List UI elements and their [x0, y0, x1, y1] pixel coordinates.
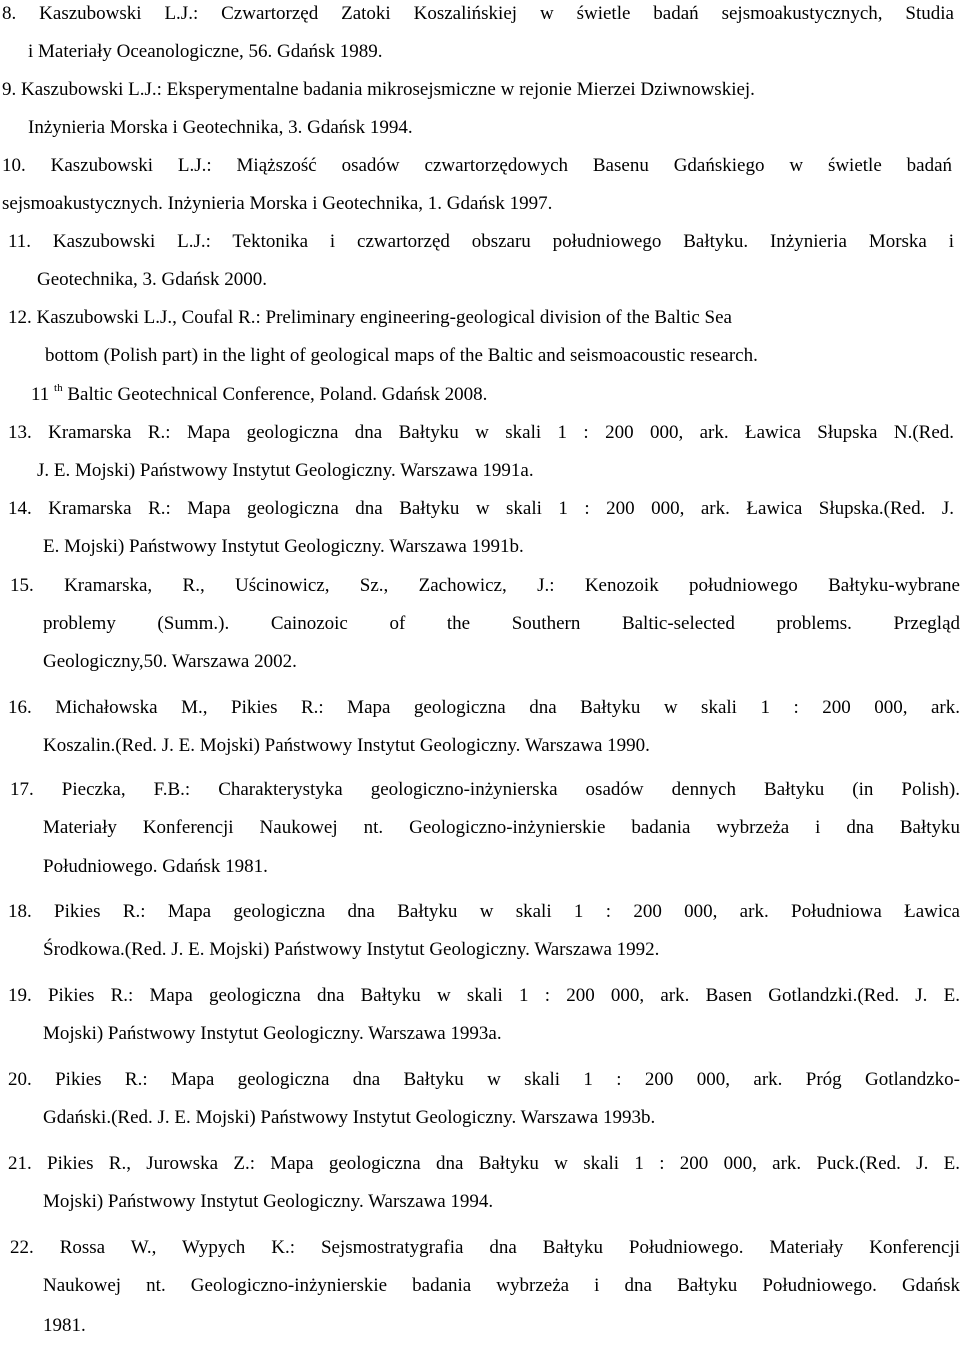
reference-line: E. Mojski) Państwowy Instytut Geologiczny. Warszawa 1991b.: [43, 536, 524, 557]
reference-line: 1981.: [43, 1315, 86, 1336]
reference-line: 18. Pikies R.: Mapa geologiczna dna Bałtyku w skali 1 : 200 000, ark. Południowa Ławica: [8, 901, 960, 922]
reference-line: Mojski) Państwowy Instytut Geologiczny. Warszawa 1993a.: [43, 1023, 502, 1044]
reference-line: Koszalin.(Red. J. E. Mojski) Państwowy Instytut Geologiczny. Warszawa 1990.: [43, 735, 650, 756]
conference-number: 11: [31, 384, 50, 405]
ordinal-suffix: th: [54, 382, 63, 394]
reference-line: Naukowej nt. Geologiczno-inżynierskie badania wybrzeża i dna Bałtyku Południowego. Gdańsk: [43, 1275, 960, 1296]
reference-line: Materiały Konferencji Naukowej nt. Geologiczno-inżynierskie badania wybrzeża i dna Bałtyku: [43, 817, 960, 838]
reference-line: i Materiały Oceanologiczne, 56. Gdańsk 1989.: [28, 41, 383, 62]
reference-line: Południowego. Gdańsk 1981.: [43, 856, 268, 877]
reference-line: [31, 384, 487, 406]
reference-line: 11. Kaszubowski L.J.: Tektonika i czwartorzęd obszaru południowego Bałtyku. Inżynieria Morska i: [8, 231, 954, 252]
reference-line: Geologiczny,50. Warszawa 2002.: [43, 651, 297, 672]
reference-line: 8. Kaszubowski L.J.: Czwartorzęd Zatoki Koszalińskiej w świetle badań sejsmoakustycznych, Studia: [2, 3, 954, 24]
reference-line: 22. Rossa W., Wypych K.: Sejsmostratygrafia dna Bałtyku Południowego. Materiały Konferencji: [10, 1237, 960, 1258]
reference-line: 21. Pikies R., Jurowska Z.: Mapa geologiczna dna Bałtyku w skali 1 : 200 000, ark. Puck.(Red. J. E.: [8, 1153, 960, 1174]
reference-line: Mojski) Państwowy Instytut Geologiczny. Warszawa 1994.: [43, 1191, 494, 1212]
reference-line: 9. Kaszubowski L.J.: Eksperymentalne badania mikrosejsmiczne w rejonie Mierzei Dziwnowskiej.: [2, 79, 755, 100]
reference-line: 12. Kaszubowski L.J., Coufal R.: Preliminary engineering-geological division of the Baltic Sea: [8, 307, 732, 328]
reference-line: 13. Kramarska R.: Mapa geologiczna dna Bałtyku w skali 1 : 200 000, ark. Ławica Słupska N.(Red.: [8, 422, 954, 443]
reference-line: 20. Pikies R.: Mapa geologiczna dna Bałtyku w skali 1 : 200 000, ark. Próg Gotlandzko-: [8, 1069, 960, 1090]
reference-line: 15. Kramarska, R., Uścinowicz, Sz., Zachowicz, J.: Kenozoik południowego Bałtyku-wybrane: [10, 575, 960, 596]
reference-line: Geotechnika, 3. Gdańsk 2000.: [37, 269, 268, 290]
reference-line: problemy (Summ.). Cainozoic of the Southern Baltic-selected problems. Przegląd: [43, 613, 960, 634]
reference-line: sejsmoakustycznych. Inżynieria Morska i Geotechnika, 1. Gdańsk 1997.: [2, 193, 553, 214]
reference-line: 16. Michałowska M., Pikies R.: Mapa geologiczna dna Bałtyku w skali 1 : 200 000, ark.: [8, 697, 960, 718]
reference-line: 10. Kaszubowski L.J.: Miąższość osadów czwartorzędowych Basenu Gdańskiego w świetle badań: [2, 155, 952, 176]
reference-line: bottom (Polish part) in the light of geological maps of the Baltic and seismoacoustic research.: [45, 345, 758, 366]
reference-line: J. E. Mojski) Państwowy Instytut Geologiczny. Warszawa 1991a.: [37, 460, 534, 481]
reference-line: 14. Kramarska R.: Mapa geologiczna dna Bałtyku w skali 1 : 200 000, ark. Ławica Słupska.(Red. J.: [8, 498, 954, 519]
reference-line: Środkowa.(Red. J. E. Mojski) Państwowy Instytut Geologiczny. Warszawa 1992.: [43, 939, 660, 960]
reference-line: Inżynieria Morska i Geotechnika, 3. Gdańsk 1994.: [28, 117, 413, 138]
reference-line: 17. Pieczka, F.B.: Charakterystyka geologiczno-inżynierska osadów dennych Bałtyku (in Polish).: [10, 779, 960, 800]
reference-line: 19. Pikies R.: Mapa geologiczna dna Bałtyku w skali 1 : 200 000, ark. Basen Gotlandzki.(Red. J. E.: [8, 985, 960, 1006]
conference-text: Baltic Geotechnical Conference, Poland. Gdańsk 2008.: [62, 384, 488, 405]
reference-line: Gdański.(Red. J. E. Mojski) Państwowy Instytut Geologiczny. Warszawa 1993b.: [43, 1107, 656, 1128]
